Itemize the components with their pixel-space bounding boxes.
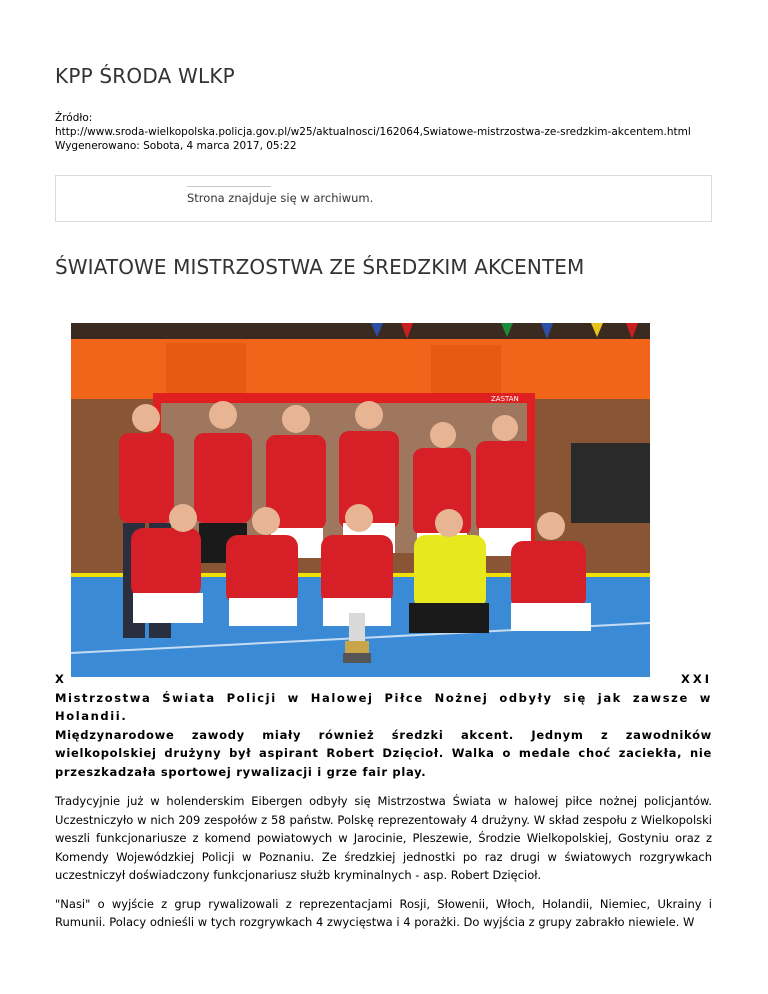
site-title: KPP ŚRODA WLKP bbox=[55, 64, 235, 88]
lead-line-1: Mistrzostwa Świata Policji w Halowej Piłce Nożnej odbyły się jak zawsze w Holandii. bbox=[55, 690, 712, 723]
lead-xxi: XXI bbox=[680, 672, 712, 686]
paragraph-1: Tradycyjnie już w holenderskim Eibergen odbyły się Mistrzostwa Świata w halowej piłce nożnej policjantów. Uczestniczyło w nich 209 zespołów z 58 państw. Polskę reprezentowały 4 drużyny. W skład zespołu z Wielkopolski weszli funkcjonariusze z komend powiatowych w Jarocinie, Pleszewie, Środzie Wielkopolskiej, Gostyniu oraz z Komendy Wojewódzkiej Policji w Poznaniu. Ze średzkiej jednostki po raz drugi w światowych rozgrywkach uczestniczył doświadczony funkcjonariusz służb kryminalnych - asp. Robert Dzięcioł. bbox=[55, 794, 712, 882]
article-title: ŚWIATOWE MISTRZOSTWA ZE ŚREDZKIM AKCENTEM bbox=[55, 255, 585, 279]
source-meta bbox=[55, 111, 691, 153]
article-lead bbox=[55, 670, 712, 781]
lead-line-2: Międzynarodowe zawody miały również średzki akcent. Jednym z zawodników wielkopolskiej drużyny był aspirant Robert Dzięcioł. Walka o medale choć zaciekła, nie przeszkadzała sportowej rywalizacji i grze fair play. bbox=[55, 727, 712, 779]
source-url[interactable]: http://www.sroda-wielkopolska.policja.gov.pl/w25/aktualnosci/162064,Swiatowe-mistrzostwa-ze-sredzkim-akcentem.html bbox=[55, 126, 691, 138]
source-label: Źródło: bbox=[55, 112, 93, 124]
paragraph-2: "Nasi" o wyjście z grup rywalizowali z reprezentacjami Rosji, Słowenii, Włoch, Holandii, Niemiec, Ukrainy i Rumunii. Polacy odnieśli w tych rozgrywkach 4 zwycięstwa i 4 porażki. Do wyjścia z grupy zabrakło niewiele. W bbox=[55, 896, 712, 929]
article-body bbox=[55, 792, 712, 942]
photo-banner-text: ZASTAN bbox=[491, 395, 519, 403]
archive-divider bbox=[187, 186, 271, 187]
lead-x: X bbox=[55, 672, 67, 686]
archive-notice: Strona znajduje się w archiwum. bbox=[187, 191, 374, 205]
archive-notice-box bbox=[55, 175, 712, 222]
generated-date: Wygenerowano: Sobota, 4 marca 2017, 05:22 bbox=[55, 140, 297, 152]
team-photo bbox=[71, 323, 650, 677]
